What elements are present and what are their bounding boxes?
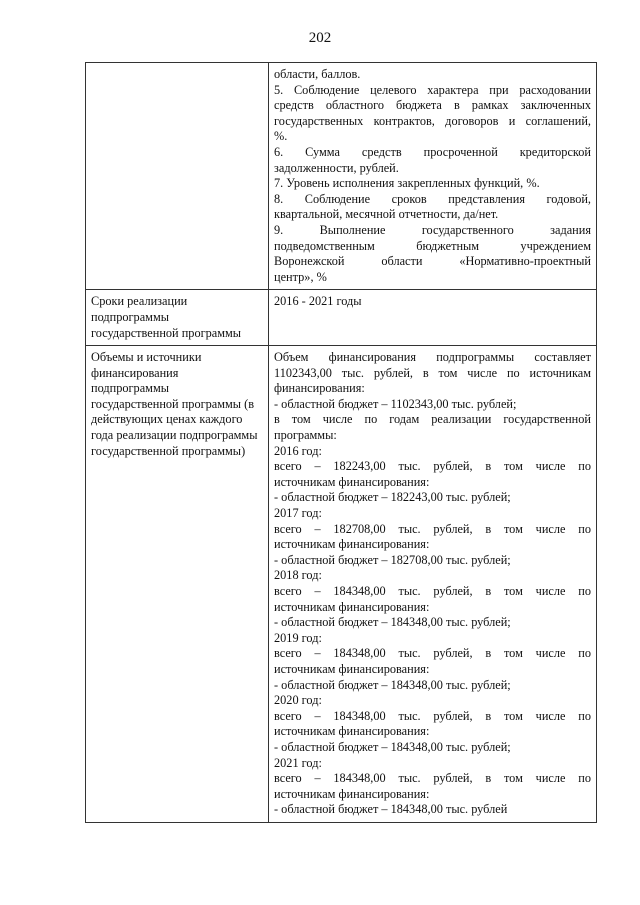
row-value-line: - областной бюджет – 182708,00 тыс. рублей; bbox=[274, 552, 511, 567]
row-value-line: области, баллов. bbox=[274, 67, 361, 81]
row-value-line: 2016 - 2021 годы bbox=[274, 294, 362, 309]
row-value-line: центр», % bbox=[274, 269, 327, 284]
row-value-line: всего – 184348,00 тыс. рублей, в том числе по bbox=[274, 646, 591, 661]
row-value-line: - областной бюджет – 182243,00 тыс. рублей; bbox=[274, 490, 511, 505]
row-value-line: 7. Уровень исполнения закрепленных функций, %. bbox=[274, 176, 540, 191]
row-value-line: 5. Соблюдение целевого характера при расходовании bbox=[274, 82, 591, 97]
row-value-line: источникам финансирования: bbox=[274, 537, 430, 552]
row-value-line: всего – 182708,00 тыс. рублей, в том числе по bbox=[274, 521, 591, 536]
row-value-line: 2021 год: bbox=[274, 755, 322, 770]
row-value-line: %. bbox=[274, 129, 288, 144]
row-value-line: - областной бюджет – 184348,00 тыс. рублей; bbox=[274, 677, 511, 692]
row-value-line: источникам финансирования: bbox=[274, 599, 430, 614]
row-value-line: 2019 год: bbox=[274, 630, 322, 645]
row-value-line: квартальной, месячной отчетности, да/нет. bbox=[274, 207, 499, 222]
page-number: 202 bbox=[308, 30, 332, 46]
document-table bbox=[85, 62, 597, 823]
row-value-cell bbox=[269, 63, 597, 290]
table-row bbox=[86, 63, 597, 290]
row-value-line: - областной бюджет – 184348,00 тыс. рублей; bbox=[274, 739, 511, 754]
row-label-line: финансирования bbox=[91, 365, 179, 380]
document-table-body bbox=[86, 63, 597, 823]
row-value-line: в том числе по годам реализации государственной bbox=[274, 412, 591, 427]
row-value-line: всего – 184348,00 тыс. рублей, в том числе по bbox=[274, 708, 591, 723]
row-value-line: 2018 год: bbox=[274, 568, 322, 583]
row-value-line: 9. Выполнение государственного задания bbox=[274, 222, 591, 237]
row-value-line: источникам финансирования: bbox=[274, 786, 430, 801]
row-value-line: 2016 год: bbox=[274, 443, 322, 458]
row-value-line: источникам финансирования: bbox=[274, 724, 430, 739]
row-label-line: государственной программы (в bbox=[91, 396, 255, 411]
row-value-line: 1102343,00 тыс. рублей, в том числе по источникам bbox=[274, 365, 591, 380]
row-value-line: источникам финансирования: bbox=[274, 661, 430, 676]
row-label-line: действующих ценах каждого bbox=[91, 412, 243, 427]
row-value-line: государственных контрактов, договоров и соглашений, bbox=[274, 113, 591, 128]
row-label-cell bbox=[86, 346, 269, 823]
row-value-line: подведомственным бюджетным учреждением bbox=[274, 238, 591, 253]
row-label-cell bbox=[86, 290, 269, 346]
row-value-line: Объем финансирования подпрограммы составляет bbox=[274, 350, 591, 365]
row-value-line: программы: bbox=[274, 428, 337, 443]
row-label-line: Объемы и источники bbox=[91, 350, 202, 365]
row-value-line: Воронежской области «Нормативно-проектный bbox=[274, 254, 591, 269]
row-value-line: 8. Соблюдение сроков представления годовой, bbox=[274, 191, 591, 206]
row-label-line: подпрограммы bbox=[91, 309, 169, 324]
row-value-line: задолженности, рублей. bbox=[274, 160, 399, 175]
row-label-cell bbox=[86, 63, 269, 290]
row-value-line: - областной бюджет – 1102343,00 тыс. рублей; bbox=[274, 396, 517, 411]
row-label-line: государственной программы) bbox=[91, 443, 246, 458]
row-label-line: Сроки реализации bbox=[91, 294, 188, 309]
row-label-line: подпрограммы bbox=[91, 381, 169, 396]
row-label-line: государственной программы bbox=[91, 325, 242, 340]
row-value-line: всего – 184348,00 тыс. рублей, в том числе по bbox=[274, 584, 591, 598]
row-value-line: 6. Сумма средств просроченной кредиторской bbox=[274, 144, 591, 159]
row-value-line: - областной бюджет – 184348,00 тыс. рублей; bbox=[274, 615, 511, 630]
row-value-line: источникам финансирования: bbox=[274, 474, 430, 489]
row-value-line: - областной бюджет – 184348,00 тыс. рублей bbox=[274, 802, 508, 817]
row-label-line: года реализации подпрограммы bbox=[91, 428, 258, 443]
row-value-line: средств областного бюджета в рамках заключенных bbox=[274, 98, 591, 113]
row-value-line: 2020 год: bbox=[274, 693, 322, 708]
row-value-cell bbox=[269, 346, 597, 823]
row-value-line: 2017 год: bbox=[274, 506, 322, 521]
row-value-cell bbox=[269, 290, 597, 346]
row-value-line: финансирования: bbox=[274, 381, 365, 396]
row-value-line: всего – 184348,00 тыс. рублей, в том числе по bbox=[274, 771, 591, 786]
row-value-line: всего – 182243,00 тыс. рублей, в том числе по bbox=[274, 459, 591, 474]
table-row bbox=[86, 346, 597, 823]
table-row bbox=[86, 290, 597, 346]
